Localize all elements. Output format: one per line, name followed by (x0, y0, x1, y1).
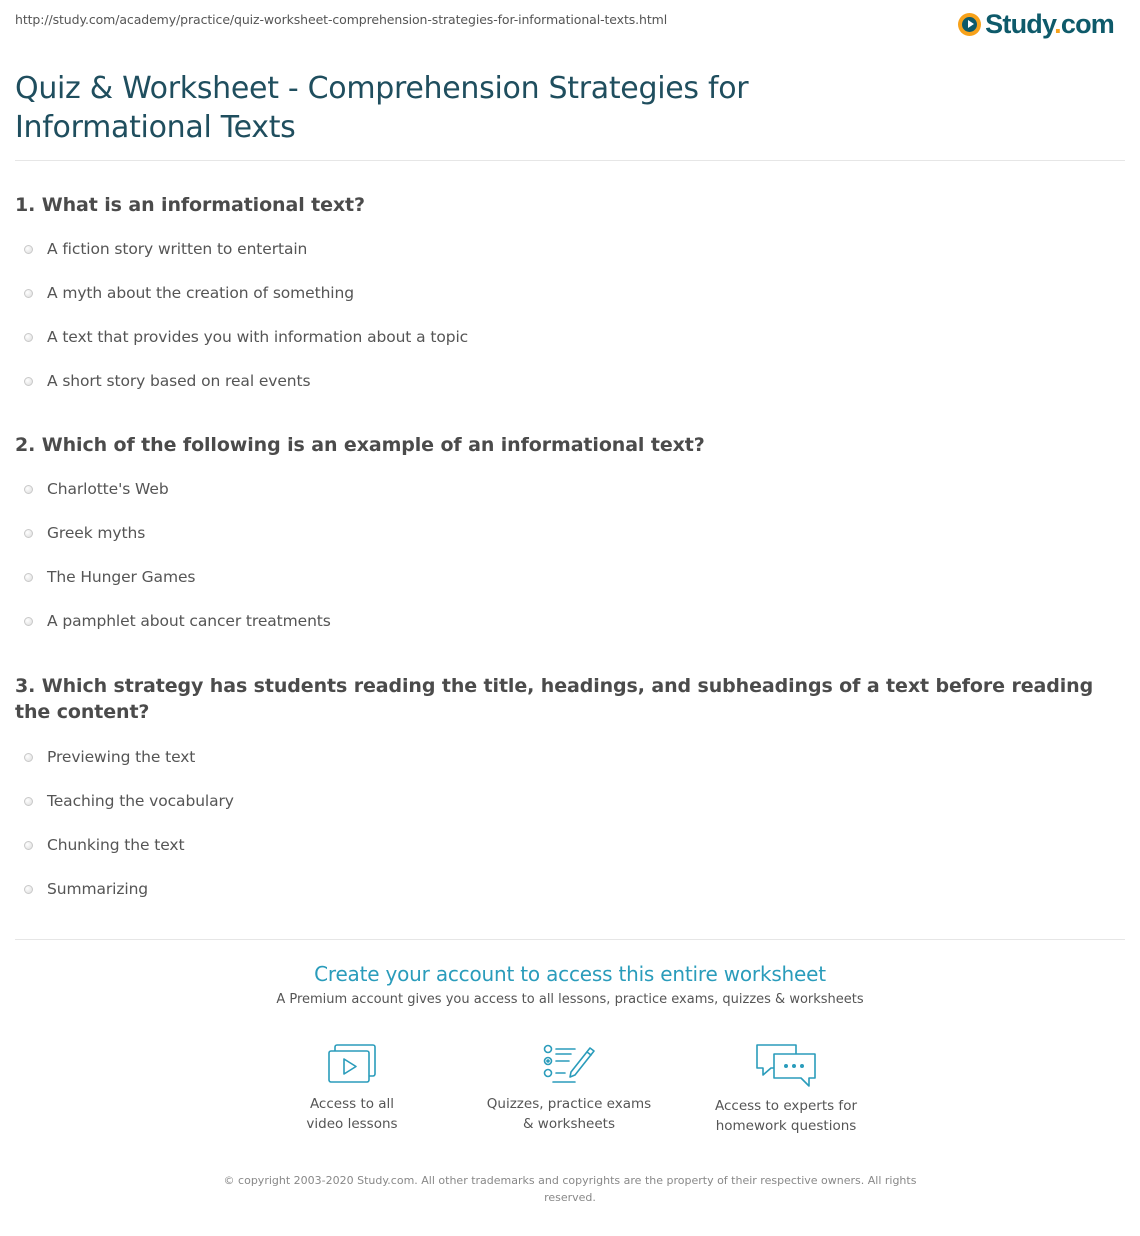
radio-button-icon[interactable] (24, 245, 33, 254)
create-account-link[interactable]: Create your account to access this entire worksheet (314, 962, 826, 986)
option-label: Teaching the vocabulary (47, 792, 234, 810)
logo-suffix: com (1060, 8, 1114, 39)
radio-button-icon[interactable] (24, 573, 33, 582)
radio-button-icon[interactable] (24, 333, 33, 342)
logo-dot: . (1054, 8, 1061, 39)
cta-divider (15, 939, 1125, 940)
play-logo-icon (958, 13, 981, 36)
title-divider (15, 160, 1125, 161)
radio-button-icon[interactable] (24, 841, 33, 850)
option-label: Greek myths (47, 524, 146, 542)
question-3-option[interactable] (24, 833, 184, 857)
feature-experts (696, 1042, 876, 1136)
option-label: Summarizing (47, 880, 149, 898)
logo-text: Study (985, 8, 1055, 39)
video-lessons-icon (326, 1042, 378, 1086)
option-label: A fiction story written to entertain (47, 240, 308, 258)
question-3-option[interactable] (24, 877, 148, 901)
feature-label: Access to all video lessons (306, 1096, 398, 1132)
copyright-notice: © copyright 2003-2020 Study.com. All other trademarks and copyrights are the property of their respective owners. All rights reserved. (223, 1174, 917, 1204)
question-1-option[interactable] (24, 281, 354, 305)
radio-button-icon[interactable] (24, 797, 33, 806)
question-2-option[interactable] (24, 609, 331, 633)
question-3-option[interactable] (24, 745, 195, 769)
option-label: Chunking the text (47, 836, 185, 854)
question-1-option[interactable] (24, 237, 307, 261)
question-3-option[interactable] (24, 789, 234, 813)
question-2-title: 2. Which of the following is an example of an informational text? (15, 434, 705, 456)
logo-wordmark (985, 9, 1114, 40)
radio-button-icon[interactable] (24, 529, 33, 538)
option-label: Previewing the text (47, 748, 196, 766)
option-label: A myth about the creation of something (47, 284, 354, 302)
page-url: http://study.com/academy/practice/quiz-worksheet-comprehension-strategies-for-informational-texts.html (15, 12, 668, 27)
option-label: A text that provides you with information about a topic (47, 328, 469, 346)
option-label: Charlotte's Web (47, 480, 169, 498)
question-1-title: 1. What is an informational text? (15, 194, 365, 216)
quiz-checklist-icon (541, 1042, 597, 1086)
premium-description: A Premium account gives you access to all lessons, practice exams, quizzes & worksheets (276, 992, 864, 1007)
question-2-option[interactable] (24, 477, 169, 501)
chat-bubbles-icon (754, 1042, 818, 1088)
page-title: Quiz & Worksheet - Comprehension Strategies for Informational Texts (15, 71, 749, 145)
question-2-option[interactable] (24, 565, 195, 589)
question-1-option[interactable] (24, 369, 310, 393)
radio-button-icon[interactable] (24, 885, 33, 894)
radio-button-icon[interactable] (24, 753, 33, 762)
option-label: A pamphlet about cancer treatments (47, 612, 331, 630)
feature-video-lessons (262, 1042, 442, 1134)
question-3-title: 3. Which strategy has students reading the title, headings, and subheadings of a text before reading the content? (15, 675, 1094, 723)
question-2-option[interactable] (24, 521, 145, 545)
study-logo[interactable] (958, 8, 1114, 40)
radio-button-icon[interactable] (24, 485, 33, 494)
radio-button-icon[interactable] (24, 377, 33, 386)
option-label: The Hunger Games (47, 568, 196, 586)
feature-quizzes (479, 1042, 659, 1134)
feature-label: Access to experts for homework questions (714, 1098, 857, 1134)
feature-label: Quizzes, practice exams & worksheets (486, 1096, 652, 1132)
question-1-option[interactable] (24, 325, 468, 349)
option-label: A short story based on real events (47, 372, 311, 390)
radio-button-icon[interactable] (24, 617, 33, 626)
radio-button-icon[interactable] (24, 289, 33, 298)
